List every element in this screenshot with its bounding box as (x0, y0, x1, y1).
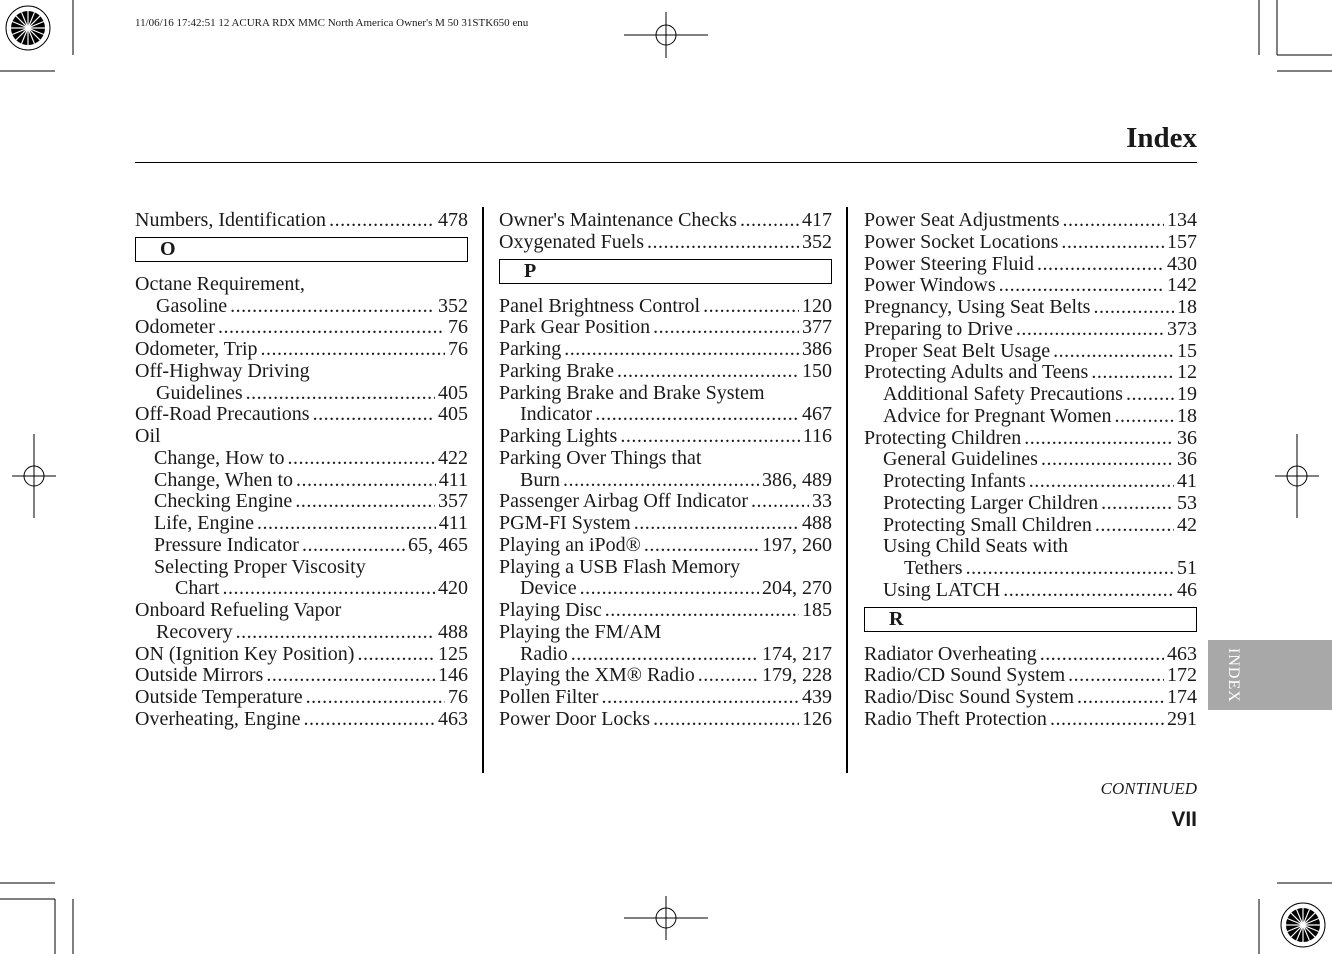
index-entry-term: Power Door Locks (499, 707, 651, 730)
index-entry-term: Parking (499, 338, 562, 360)
index-entry-page: 172 (1167, 664, 1197, 687)
index-entry (135, 578, 468, 600)
dot-leader (1053, 341, 1174, 363)
index-letter-heading: R (864, 607, 1197, 632)
index-letter-heading: O (135, 237, 468, 262)
index-entry (864, 580, 1197, 602)
index-entry-term: Life, Engine (154, 512, 254, 534)
index-entry-term: Outside Mirrors (135, 664, 264, 687)
index-entry-term: Parking Brake and Brake System (499, 381, 765, 404)
index-entry (499, 557, 832, 579)
index-entry-page: 488 (802, 512, 832, 534)
index-entry-page: 185 (802, 599, 832, 621)
index-entry-term: Radio/Disc Sound System (864, 686, 1075, 708)
index-entry-page: 174, 217 (762, 642, 832, 665)
dot-leader (740, 210, 799, 232)
index-entry-term: Protecting Adults and Teens (864, 361, 1089, 384)
index-entry (135, 622, 468, 644)
index-entry (135, 535, 468, 557)
dot-leader (288, 448, 435, 470)
index-entry-term: Protecting Children (864, 426, 1022, 449)
index-entry (864, 536, 1197, 558)
index-entry-term: Octane Requirement, (135, 272, 305, 295)
dot-leader (563, 470, 759, 492)
index-entry (135, 644, 468, 666)
dot-leader (1024, 428, 1174, 450)
index-entry (499, 470, 832, 492)
dot-leader (601, 687, 799, 709)
index-entry (864, 558, 1197, 580)
index-entry-term: Parking Over Things that (499, 446, 702, 469)
dot-leader (1091, 362, 1174, 384)
dot-leader (302, 535, 405, 557)
side-tab-label: INDEX (1225, 647, 1242, 703)
index-entry-term: Preparing to Drive (864, 317, 1013, 340)
dot-leader (999, 275, 1164, 297)
index-entry (864, 665, 1197, 687)
index-column-3 (864, 210, 1197, 731)
index-entry (864, 210, 1197, 232)
index-entry-term: Pressure Indicator (154, 533, 299, 556)
index-entry-term: Guidelines (156, 381, 243, 404)
index-entry (135, 709, 468, 731)
index-entry-term: Radio (520, 642, 568, 665)
dot-leader (1126, 384, 1174, 406)
dot-leader (1041, 449, 1174, 471)
dot-leader (644, 535, 759, 557)
index-entry (499, 665, 832, 687)
dot-leader (230, 296, 435, 318)
dot-leader (620, 426, 799, 448)
index-entry-page: 76 (448, 338, 468, 360)
dot-leader (1077, 687, 1164, 709)
index-entry-page: 377 (802, 316, 832, 339)
index-entry (135, 470, 468, 492)
index-entry-term: Device (520, 577, 577, 600)
dot-leader (1063, 210, 1164, 232)
index-entry-page: 146 (438, 664, 468, 687)
index-entry (135, 296, 468, 318)
dot-leader (966, 558, 1174, 580)
index-entry (499, 709, 832, 731)
dot-leader (703, 296, 799, 318)
index-entry-page: 18 (1177, 296, 1197, 318)
index-entry (499, 491, 832, 513)
index-entry-term: Playing a USB Flash Memory (499, 555, 741, 578)
index-entry (499, 644, 832, 666)
index-entry (135, 448, 468, 470)
print-info: 11/06/16 17:42:51 12 ACURA RDX MMC North America Owner's M 50 31STK650 enu (135, 17, 529, 29)
index-entry-term: Oxygenated Fuels (499, 230, 644, 253)
index-entry-term: Protecting Small Children (883, 513, 1092, 536)
index-entry-term: Odometer, Trip (135, 338, 258, 360)
dot-leader (1061, 232, 1164, 254)
index-entry-page: 411 (438, 512, 468, 534)
dot-leader (595, 404, 799, 426)
dot-leader (329, 210, 435, 232)
index-entry (499, 687, 832, 709)
index-entry (864, 275, 1197, 297)
index-entry-term: Checking Engine (154, 490, 293, 513)
index-entry-term: Numbers, Identification (135, 209, 327, 231)
index-entry (499, 578, 832, 600)
index-entry-page: 405 (438, 403, 468, 426)
index-entry-page: 352 (802, 230, 832, 253)
index-entry-page: 357 (438, 490, 468, 513)
dot-leader (357, 644, 435, 666)
dot-leader (1037, 254, 1164, 276)
dot-leader (605, 600, 799, 622)
index-entry-page: 41 (1177, 470, 1197, 492)
index-entry-term: Oil (135, 425, 161, 447)
index-entry-page: 467 (802, 403, 832, 426)
index-entry (864, 709, 1197, 731)
index-entry-term: Selecting Proper Viscosity (154, 555, 366, 578)
index-entry-page: 463 (1167, 642, 1197, 665)
dot-leader (295, 491, 435, 513)
index-entry-page: 150 (802, 359, 832, 382)
index-entry (135, 600, 468, 622)
index-entry-page: 373 (1167, 317, 1197, 340)
index-entry (135, 687, 468, 709)
index-entry-term: ON (Ignition Key Position) (135, 642, 355, 665)
index-entry (499, 317, 832, 339)
index-entry-term: Odometer (135, 316, 215, 339)
index-entry (864, 428, 1197, 450)
index-entry-term: Park Gear Position (499, 316, 651, 339)
dot-leader (571, 644, 759, 666)
dot-leader (236, 622, 435, 644)
index-entry-term: Tethers (904, 557, 963, 579)
index-entry-page: 18 (1177, 404, 1197, 427)
index-entry-page: 116 (802, 425, 832, 447)
index-entry (499, 296, 832, 318)
index-entry (499, 383, 832, 405)
index-entry-page: 36 (1177, 426, 1197, 449)
dot-leader (1029, 471, 1174, 493)
index-entry-page: 488 (438, 620, 468, 643)
index-entry-term: Off-Highway Driving (135, 359, 310, 382)
index-entry (864, 319, 1197, 341)
index-entry-page: 439 (802, 686, 832, 708)
index-entry (864, 341, 1197, 363)
index-entry-page: 405 (438, 381, 468, 404)
index-entry-page: 15 (1177, 339, 1197, 362)
index-entry-page: 53 (1177, 491, 1197, 514)
index-entry-term: Burn (520, 468, 560, 491)
index-entry-page: 46 (1177, 578, 1197, 601)
dot-leader (304, 709, 436, 731)
index-entry-term: Outside Temperature (135, 686, 303, 708)
page-title: Index (1126, 122, 1197, 154)
index-entry-page: 51 (1177, 557, 1197, 579)
index-entry-page: 126 (802, 707, 832, 730)
dot-leader (1068, 665, 1164, 687)
index-entry-term: Pregnancy, Using Seat Belts (864, 296, 1091, 318)
dot-leader (751, 491, 809, 513)
index-entry-term: Power Steering Fluid (864, 252, 1034, 275)
dot-leader (1093, 297, 1174, 319)
index-entry-page: 76 (448, 316, 468, 339)
index-entry-term: Change, How to (154, 446, 285, 469)
index-entry (864, 644, 1197, 666)
index-entry (499, 210, 832, 232)
index-entry (135, 665, 468, 687)
index-entry-term: Onboard Refueling Vapor (135, 599, 342, 621)
index-entry-term: Radio/CD Sound System (864, 664, 1066, 687)
column-divider (846, 207, 848, 773)
index-entry (135, 210, 468, 232)
index-entry-page: 386 (802, 338, 832, 360)
index-entry-term: Using Child Seats with (883, 535, 1069, 558)
index-column-2 (499, 210, 832, 731)
continued-note: CONTINUED (1100, 779, 1197, 798)
dot-leader (647, 232, 799, 254)
index-entry-page: 157 (1167, 230, 1197, 253)
index-entry (864, 384, 1197, 406)
index-entry-page: 174 (1167, 686, 1197, 708)
index-entry-term: Power Socket Locations (864, 230, 1059, 253)
index-entry (864, 406, 1197, 428)
index-entry (864, 232, 1197, 254)
index-entry-term: Radiator Overheating (864, 642, 1037, 665)
index-entry-term: Power Seat Adjustments (864, 209, 1060, 231)
index-entry-term: Radio Theft Protection (864, 707, 1047, 730)
index-entry (499, 513, 832, 535)
index-entry (499, 232, 832, 254)
dot-leader (698, 665, 759, 687)
dot-leader (257, 513, 436, 535)
dot-leader (218, 317, 445, 339)
dot-leader (564, 339, 799, 361)
index-entry (864, 362, 1197, 384)
index-entry-term: Change, When to (154, 468, 294, 491)
index-entry-page: 411 (438, 468, 468, 491)
dot-leader (1016, 319, 1164, 341)
dot-leader (617, 361, 799, 383)
dot-leader (306, 687, 445, 709)
index-entry (499, 426, 832, 448)
index-entry (135, 274, 468, 296)
dot-leader (580, 578, 759, 600)
index-entry-term: Owner's Maintenance Checks (499, 209, 737, 231)
dot-leader (261, 339, 445, 361)
index-entry-term: General Guidelines (883, 448, 1038, 471)
index-entry (864, 471, 1197, 493)
index-entry-term: Off-Road Precautions (135, 403, 310, 426)
index-entry-page: 120 (802, 294, 832, 317)
index-entry-page: 142 (1167, 274, 1197, 297)
index-entry-term: Passenger Airbag Off Indicator (499, 490, 749, 513)
dot-leader (653, 709, 799, 731)
index-entry-term: Protecting Larger Children (883, 491, 1099, 514)
index-entry-page: 134 (1167, 209, 1197, 231)
index-entry-page: 33 (812, 490, 832, 513)
index-entry-term: Playing Disc (499, 599, 602, 621)
index-entry (864, 515, 1197, 537)
index-side-tab (1208, 640, 1332, 710)
index-entry (864, 493, 1197, 515)
index-entry-term: Protecting Infants (883, 470, 1026, 492)
index-entry-page: 386, 489 (762, 468, 832, 491)
index-entry-page: 197, 260 (762, 533, 832, 556)
index-entry (135, 557, 468, 579)
index-entry-page: 478 (438, 209, 468, 231)
index-entry-term: Indicator (520, 403, 593, 426)
index-entry (135, 361, 468, 383)
dot-leader (634, 513, 799, 535)
index-entry (135, 513, 468, 535)
index-entry-term: Pollen Filter (499, 686, 599, 708)
index-entry-term: Playing the FM/AM (499, 620, 662, 643)
index-entry (499, 622, 832, 644)
index-entry-page: 65, 465 (408, 533, 468, 556)
header-rule (135, 162, 1197, 163)
index-entry-page: 420 (438, 577, 468, 600)
index-entry (135, 404, 468, 426)
dot-leader (266, 665, 435, 687)
dot-leader (1040, 644, 1164, 666)
dot-leader (296, 470, 436, 492)
dot-leader (653, 317, 799, 339)
index-entry (499, 404, 832, 426)
index-entry-term: Panel Brightness Control (499, 294, 701, 317)
index-entry (864, 687, 1197, 709)
index-entry-term: Parking Brake (499, 359, 614, 382)
index-entry-term: Playing the XM® Radio (499, 664, 695, 687)
index-entry-term: Proper Seat Belt Usage (864, 339, 1051, 362)
index-entry-page: 19 (1177, 383, 1197, 405)
column-divider (482, 207, 484, 773)
index-entry-term: Chart (175, 577, 220, 600)
index-column-1 (135, 210, 468, 731)
index-entry (135, 339, 468, 361)
index-entry-term: Overheating, Engine (135, 707, 301, 730)
index-entry-page: 417 (802, 209, 832, 231)
index-entry (499, 448, 832, 470)
index-entry (499, 361, 832, 383)
dot-leader (313, 404, 435, 426)
index-entry-term: Gasoline (156, 294, 228, 317)
index-entry-page: 204, 270 (762, 577, 832, 600)
dot-leader (246, 383, 435, 405)
index-entry (864, 254, 1197, 276)
index-entry-page: 291 (1167, 707, 1197, 730)
index-entry-page: 76 (448, 686, 468, 708)
dot-leader (1095, 515, 1174, 537)
index-entry-term: Playing an iPod® (499, 533, 641, 556)
index-entry (135, 317, 468, 339)
index-entry-page: 36 (1177, 448, 1197, 471)
index-entry (499, 600, 832, 622)
index-entry (135, 491, 468, 513)
index-entry-term: PGM-FI System (499, 512, 631, 534)
index-entry-page: 125 (438, 642, 468, 665)
dot-leader (1050, 709, 1164, 731)
index-entry (499, 339, 832, 361)
index-entry-page: 352 (438, 294, 468, 317)
index-entry (499, 535, 832, 557)
dot-leader (222, 578, 435, 600)
index-letter-heading: P (499, 259, 832, 284)
index-entry-page: 463 (438, 707, 468, 730)
index-entry (135, 426, 468, 448)
index-entry-term: Advice for Pregnant Women (883, 404, 1112, 427)
index-entry-term: Using LATCH (883, 578, 1001, 601)
index-entry-page: 430 (1167, 252, 1197, 275)
index-entry (135, 383, 468, 405)
index-entry-page: 12 (1177, 361, 1197, 384)
index-entry-term: Recovery (156, 620, 233, 643)
index-entry (864, 297, 1197, 319)
index-entry (864, 449, 1197, 471)
dot-leader (1115, 406, 1174, 428)
dot-leader (1003, 580, 1174, 602)
page-number: VII (1171, 808, 1197, 831)
index-entry-term: Power Windows (864, 274, 996, 297)
index-entry-page: 179, 228 (762, 664, 832, 687)
index-entry-page: 42 (1177, 513, 1197, 536)
index-entry-term: Parking Lights (499, 425, 618, 447)
dot-leader (1101, 493, 1174, 515)
index-entry-page: 422 (438, 446, 468, 469)
index-entry-term: Additional Safety Precautions (883, 383, 1123, 405)
